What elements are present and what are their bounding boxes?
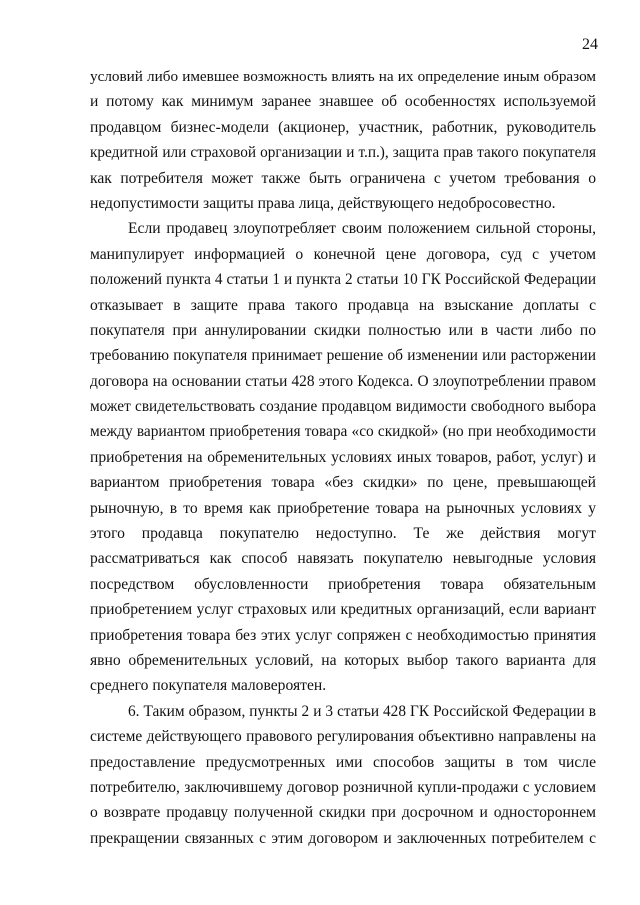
- text-line: приобретением услуг страховых или кредитных организаций, если вариант: [90, 601, 596, 619]
- text-line: как потребителя может также быть ограничена с учетом требования о: [90, 169, 596, 187]
- text-line: условий либо имевшее возможность влиять на их определение иным образом: [90, 68, 596, 85]
- page-number: 24: [582, 36, 598, 53]
- text-line: требованию покупателя принимает решение об изменении или расторжении: [90, 347, 596, 365]
- text-line: посредством обусловленности приобретения товара обязательным: [90, 575, 596, 593]
- text-line: вариантом приобретения товара «без скидки» по цене, превышающей: [90, 474, 596, 492]
- text-line: приобретения на обременительных условиях иных товаров, работ, услуг) и: [90, 448, 596, 466]
- text-line: отказывает в защите права такого продавца на взыскание доплаты с: [90, 296, 596, 314]
- text-line: манипулирует информацией о конечной цене договора, суд с учетом: [90, 245, 596, 263]
- text-line: рыночную, в то время как приобретение товара на рыночных условиях у: [90, 499, 596, 517]
- document-body: [90, 64, 596, 851]
- text-line: 6. Таким образом, пункты 2 и 3 статьи 428 ГК Российской Федерации в: [128, 702, 596, 720]
- text-line: явно обременительных условий, на которых выбор такого варианта для: [90, 651, 596, 669]
- text-line: системе действующего правового регулирования объективно направлены на: [90, 728, 596, 746]
- text-line: потребителю, заключившему договор розничной купли-продажи с условием: [90, 778, 596, 796]
- text-line: недопустимости защиты права лица, действующего недобросовестно.: [90, 194, 556, 212]
- text-line: приобретения товара без этих услуг сопряжен с необходимостью принятия: [90, 626, 596, 644]
- text-line: кредитной или страховой организации и т.п.), защита прав такого покупателя: [90, 144, 596, 162]
- text-line: и потому как минимум заранее знавшее об особенностях используемой: [90, 93, 596, 111]
- text-line: о возврате продавцу полученной скидки при досрочном и одностороннем: [90, 804, 596, 822]
- text-line: договора на основании статьи 428 этого Кодекса. О злоупотреблении правом: [90, 372, 596, 390]
- text-line: продавцом бизнес-модели (акционер, участник, работник, руководитель: [90, 118, 596, 136]
- text-line: Если продавец злоупотребляет своим положением сильной стороны,: [128, 220, 596, 238]
- text-line: может свидетельствовать создание продавцом видимости свободного выбора: [90, 398, 596, 416]
- text-line: покупателя при аннулировании скидки полностью или в части либо по: [90, 321, 596, 339]
- text-line: между вариантом приобретения товара «со скидкой» (но при необходимости: [90, 423, 596, 441]
- text-line: положений пункта 4 статьи 1 и пункта 2 статьи 10 ГК Российской Федерации: [90, 271, 596, 289]
- text-line: рассматриваться как способ навязать покупателю невыгодные условия: [90, 550, 596, 568]
- text-line: прекращении связанных с этим договором и заключенных потребителем с: [90, 829, 596, 847]
- text-line: этого продавца покупателю недоступно. Те же действия могут: [90, 525, 596, 543]
- text-line: среднего покупателя маловероятен.: [90, 677, 327, 695]
- text-line: предоставление предусмотренных ими способов защиты в том числе: [90, 753, 596, 771]
